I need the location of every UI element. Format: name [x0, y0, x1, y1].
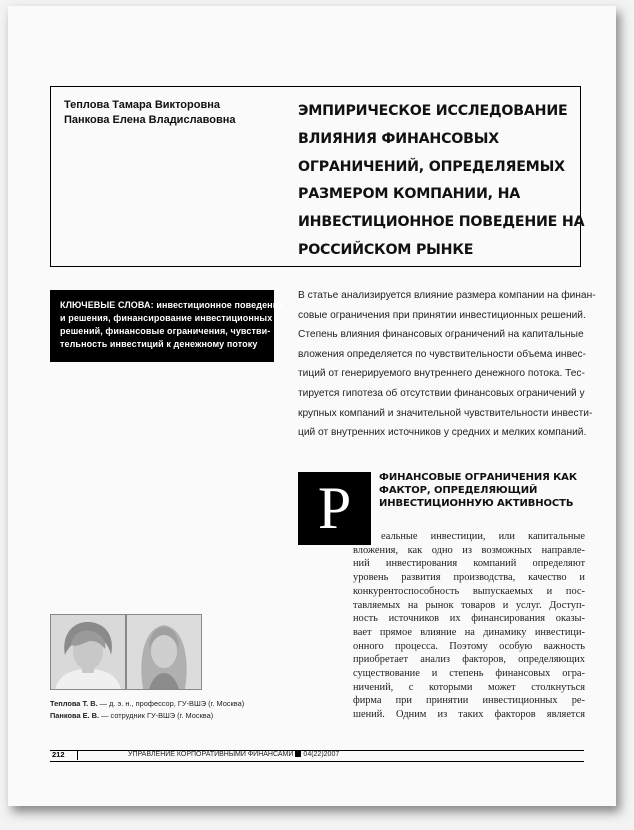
journal-name: УПРАВЛЕНИЕ КОРПОРАТИВНЫМИ ФИНАНСАМИ: [128, 751, 294, 758]
author-name: Теплова Тамара Викторовна: [64, 99, 220, 111]
portrait-icon: [51, 615, 125, 689]
keywords-line: решений, финансовые ограничения, чувстви-: [60, 326, 271, 336]
section-heading-line: ФАКТОР, ОПРЕДЕЛЯЮЩИЙ: [379, 485, 538, 496]
keywords-text: [60, 299, 284, 351]
body-line: фирма при принятии инвестиционных ре-: [353, 695, 585, 707]
body-line: ничений, с которыми может столкнуться: [353, 681, 585, 693]
caption-line: [50, 698, 310, 710]
journal-page: [8, 6, 616, 806]
caption-name: Панкова Е. В.: [50, 711, 100, 720]
author-name: Панкова Елена Владиславовна: [64, 114, 236, 126]
keywords-line: и решения, финансирование инвестиционных: [60, 313, 273, 323]
drop-cap: Р: [298, 472, 371, 545]
keywords-line: тельность инвестиций к денежному потоку: [60, 339, 258, 349]
title-line: РАЗМЕРОМ КОМПАНИИ, НА: [298, 186, 521, 203]
abstract-line: Степень влияния финансовых ограничений на капитальные: [298, 329, 584, 341]
body-line: конкурентоспособность выпускаемых и пос-: [353, 585, 585, 597]
journal-footer: [128, 750, 339, 760]
page-number: 212: [50, 750, 78, 760]
abstract-line: совые ограничения при принятии инвестиционных решений.: [298, 309, 586, 321]
caption-name: Теплова Т. В.: [50, 699, 98, 708]
abstract: [298, 286, 596, 443]
square-bullet-icon: [295, 751, 301, 757]
author-photo-pankova: [126, 614, 202, 690]
body-line: шений. Одним из таких факторов является: [353, 709, 585, 721]
abstract-line: тиций от генерируемого внутреннего денежного потока. Тес-: [298, 368, 585, 380]
caption-desc: — сотрудник ГУ-ВШЭ (г. Москва): [99, 711, 214, 720]
keywords-line: КЛЮЧЕВЫЕ СЛОВА: инвестиционное поведение: [60, 300, 284, 310]
body-line: тавляемых на рынок товаров и услуг. Доступ-: [353, 599, 585, 611]
body-line: вложения, как одно из возможных направле-: [353, 544, 585, 556]
abstract-line: тируется гипотеза об отсутствии финансовых ограничений у: [298, 387, 585, 399]
body-line: вает прямое влияние на динамику инвестици-: [353, 626, 585, 638]
photo-captions: [50, 698, 310, 722]
body-line: ний инвестирования компаний определяют: [353, 558, 585, 570]
author-photo-teplova: [50, 614, 126, 690]
abstract-line: ций от внутренних источников у средних и мелких компаний.: [298, 427, 587, 439]
body-line: существование и степень финансовых огра-: [353, 668, 585, 680]
journal-issue: 04(22)2007: [303, 751, 340, 758]
section-heading: [379, 471, 589, 510]
title-line: ОГРАНИЧЕНИЙ, ОПРЕДЕЛЯЕМЫХ: [298, 158, 565, 175]
article-title: [298, 98, 585, 265]
title-line: РОССИЙСКОМ РЫНКЕ: [298, 241, 474, 258]
caption-desc: — д. э. н., профессор, ГУ-ВШЭ (г. Москва): [97, 699, 245, 708]
body-line: онного процесса. Поэтому особую важность: [353, 640, 585, 652]
abstract-line: В статье анализируется влияние размера компании на финан-: [298, 290, 596, 301]
abstract-line: крупных компаний и значительной чувствительности инвести-: [298, 407, 593, 419]
title-line: ИНВЕСТИЦИОННОЕ ПОВЕДЕНИЕ НА: [298, 214, 585, 231]
abstract-line: вложения определяется по чувствительности объема инвес-: [298, 348, 587, 360]
caption-line: [50, 710, 310, 722]
body-line: еальные инвестиции, или капитальные: [381, 531, 585, 542]
keywords-box: [50, 290, 284, 362]
body-line: уровень развития производства, качество и: [353, 572, 585, 584]
body-line: приобретает анализ факторов, определяющих: [353, 654, 585, 666]
body-paragraph: [353, 530, 585, 722]
authors-block: [64, 98, 284, 128]
portrait-icon: [127, 615, 201, 689]
title-line: ЭМПИРИЧЕСКОЕ ИССЛЕДОВАНИЕ: [298, 103, 568, 119]
title-line: ВЛИЯНИЯ ФИНАНСОВЫХ: [298, 130, 500, 147]
section-heading-line: ИНВЕСТИЦИОННУЮ АКТИВНОСТЬ: [379, 498, 574, 509]
body-line: ность источников их финансирования оказы-: [353, 613, 585, 625]
section-heading-line: ФИНАНСОВЫЕ ОГРАНИЧЕНИЯ КАК: [379, 472, 577, 483]
